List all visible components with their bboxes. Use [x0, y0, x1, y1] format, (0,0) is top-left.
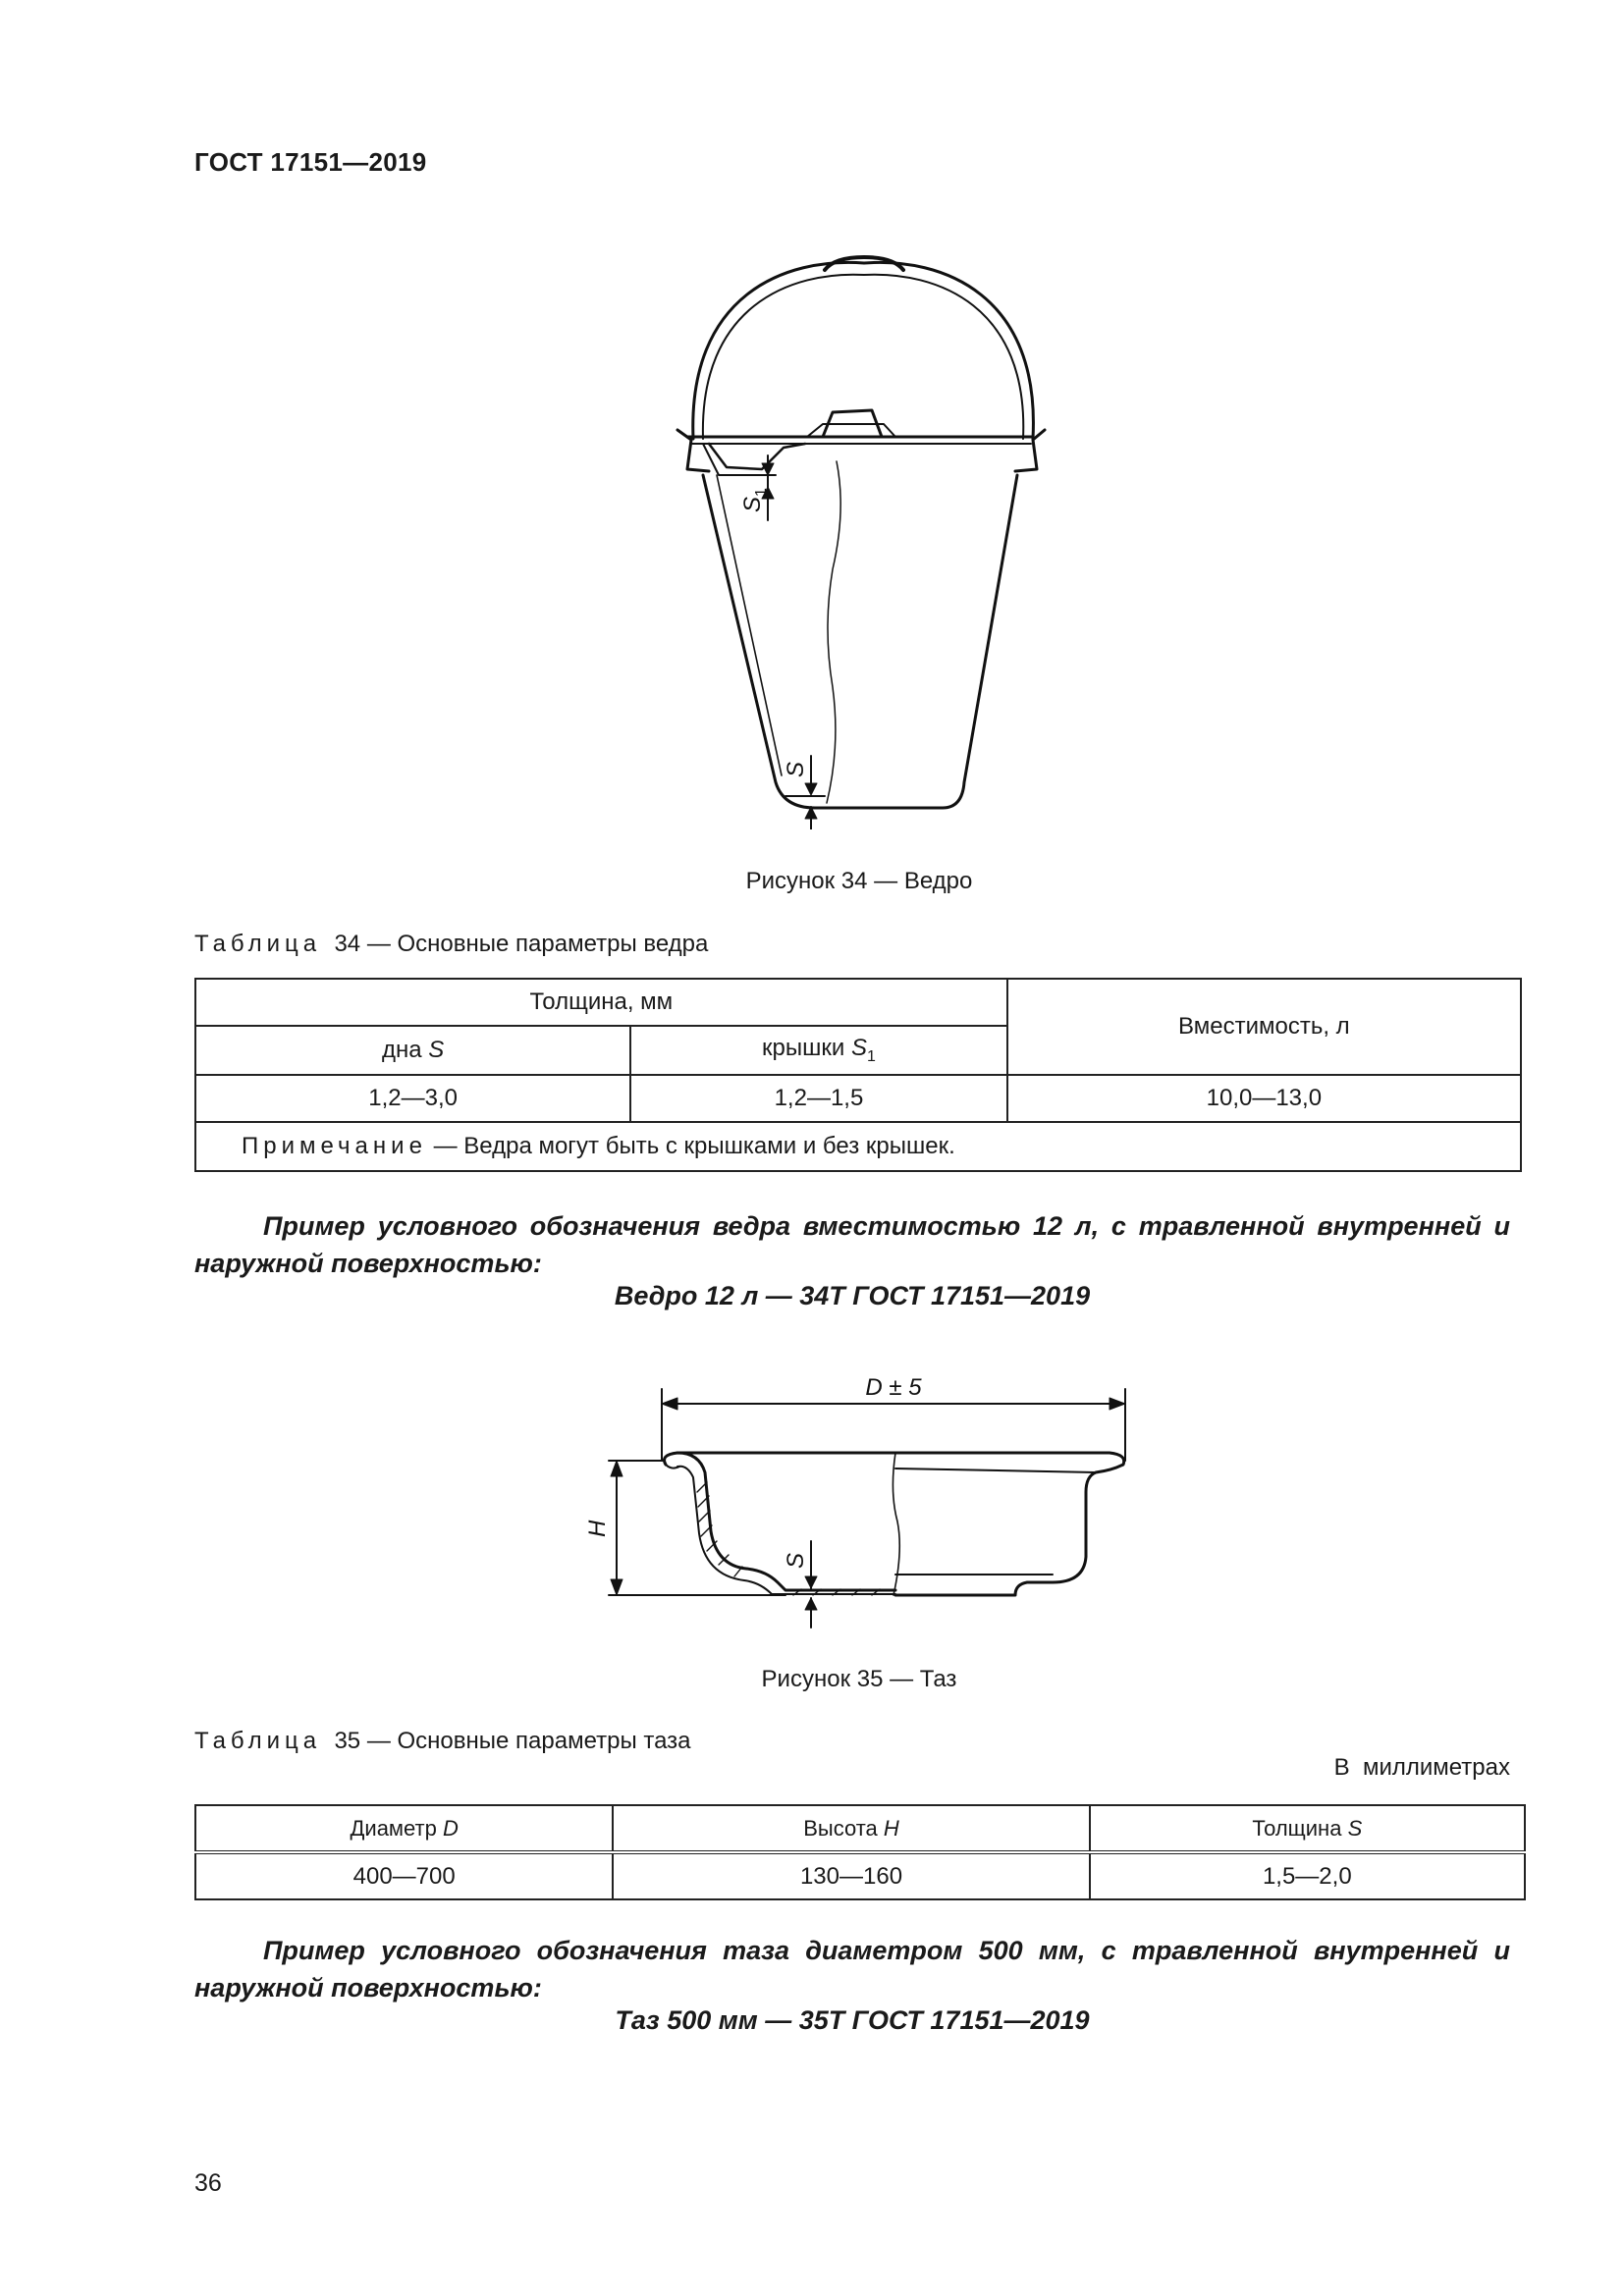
table34-title: Таблица 34 — Основные параметры ведра: [194, 931, 709, 957]
table35-cell-diameter: 400—700: [195, 1852, 613, 1899]
table35-header-thickness: Толщина S: [1090, 1805, 1525, 1852]
table34-header-bottom: дна S: [195, 1026, 630, 1075]
table35: [194, 1804, 1526, 1900]
bucket-drawing: [648, 250, 1080, 829]
table34-cell-capacity: 10,0—13,0: [1007, 1075, 1521, 1122]
figure34-caption: Рисунок 34 — Ведро: [745, 868, 973, 894]
figure35-caption: Рисунок 35 — Таз: [761, 1666, 957, 1692]
label-d: D ± 5: [865, 1374, 922, 1401]
basin-drawing: [579, 1364, 1149, 1629]
table34-header-lid: крышки $S_1$: [630, 1026, 1006, 1075]
document-header: ГОСТ 17151—2019: [194, 147, 427, 177]
example34-designation: Ведро 12 л — 34Т ГОСТ 17151—2019: [614, 1281, 1091, 1310]
example35-text: Пример условного обозначения таза диаметром 500 мм, с травленной внутренней и наружной поверхностью:: [194, 1936, 1510, 2002]
page-number: 36: [194, 2169, 222, 2197]
table35-title: Таблица 35 — Основные параметры таза: [194, 1728, 691, 1754]
table35-header-diameter: Диаметр D: [195, 1805, 613, 1852]
table35-cell-height: 130—160: [613, 1852, 1089, 1899]
label-s1: $S_1$: [739, 488, 770, 512]
table34-cell-lid: 1,2—1,5: [630, 1075, 1006, 1122]
label-s-bucket: S: [783, 761, 809, 777]
table35-units: В миллиметрах: [1333, 1754, 1510, 1781]
bucket-body-outline: [703, 475, 1017, 808]
table34-header-thickness: Толщина, мм: [195, 979, 1007, 1026]
label-s-basin: S: [783, 1552, 809, 1569]
table35-header-height: Высота H: [613, 1805, 1089, 1852]
break-line: [827, 461, 840, 803]
example34-text: Пример условного обозначения ведра вместимостью 12 л, с травленной внутренней и наружной поверхностью:: [194, 1211, 1510, 1278]
table35-cell-thickness: 1,5—2,0: [1090, 1852, 1525, 1899]
bucket-handle: [693, 262, 1034, 439]
table34: [194, 978, 1522, 1172]
table34-header-capacity: Вместимость, л: [1007, 979, 1521, 1075]
table34-cell-bottom: 1,2—3,0: [195, 1075, 630, 1122]
example35-designation: Таз 500 мм — 35Т ГОСТ 17151—2019: [615, 2005, 1090, 2035]
table34-note: Примечание — Ведра могут быть с крышками и без крышек.: [195, 1122, 1521, 1171]
label-h: H: [584, 1520, 611, 1537]
